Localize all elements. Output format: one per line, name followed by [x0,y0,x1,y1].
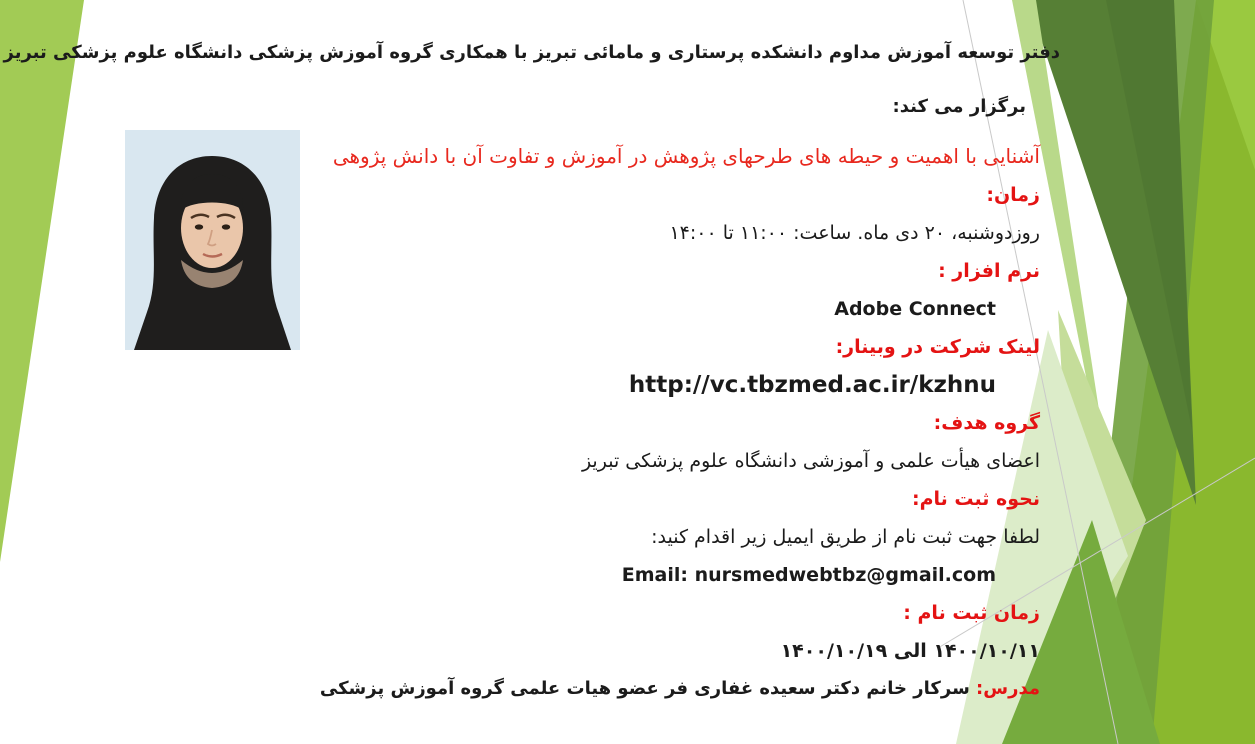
target-group-value: اعضای هیأت علمی و آموزشی دانشگاه علوم پزشکی تبریز [581,450,1040,472]
registration-instruction: لطفا جهت ثبت نام از طریق ایمیل زیر اقدام کنید: [651,526,1040,548]
header-line-2: برگزار می کند: [892,96,1026,117]
software-label: نرم افزار : [938,260,1040,282]
content-column [270,136,1040,708]
header-block [3,26,1060,134]
time-value: روزدوشنبه، ۲۰ دی ماه. ساعت: ۱۱:۰۰ تا ۱۴:۰۰ [669,222,1040,244]
instructor-name: سرکار خانم دکتر سعیده غفاری فر عضو هیات علمی گروه آموزش پزشکی [319,678,970,699]
header-line-1: دفتر توسعه آموزش مداوم دانشکده پرستاری و مامائی تبریز با همکاری گروه آموزش پزشکی دانشگاه علوم پزشکی تبریز [3,42,1060,63]
software-value: Adobe Connect [834,298,996,320]
target-group-label: گروه هدف: [933,412,1040,434]
webinar-title: آشنایی با اهمیت و حیطه های طرحهای پژوهش در آموزش و تفاوت آن با دانش پژوهی [332,144,1040,168]
green-wedge-left [0,0,84,562]
webinar-link-label: لینک شرکت در وبینار: [835,336,1040,358]
instructor-label: مدرس: [976,678,1040,699]
left-eye [195,224,203,229]
webinar-link-url[interactable]: http://vc.tbzmed.ac.ir/kzhnu [628,372,996,398]
instructor-line [270,670,1040,708]
time-label: زمان: [986,184,1040,206]
right-eye [222,224,230,229]
registration-email[interactable]: Email: nursmedwebtbz@gmail.com [621,564,996,586]
registration-time-value: ۱۴۰۰/۱۰/۱۱ الی ۱۴۰۰/۱۰/۱۹ [780,640,1040,662]
registration-method-label: نحوه ثبت نام: [912,488,1040,510]
registration-time-label: زمان ثبت نام : [903,602,1040,624]
